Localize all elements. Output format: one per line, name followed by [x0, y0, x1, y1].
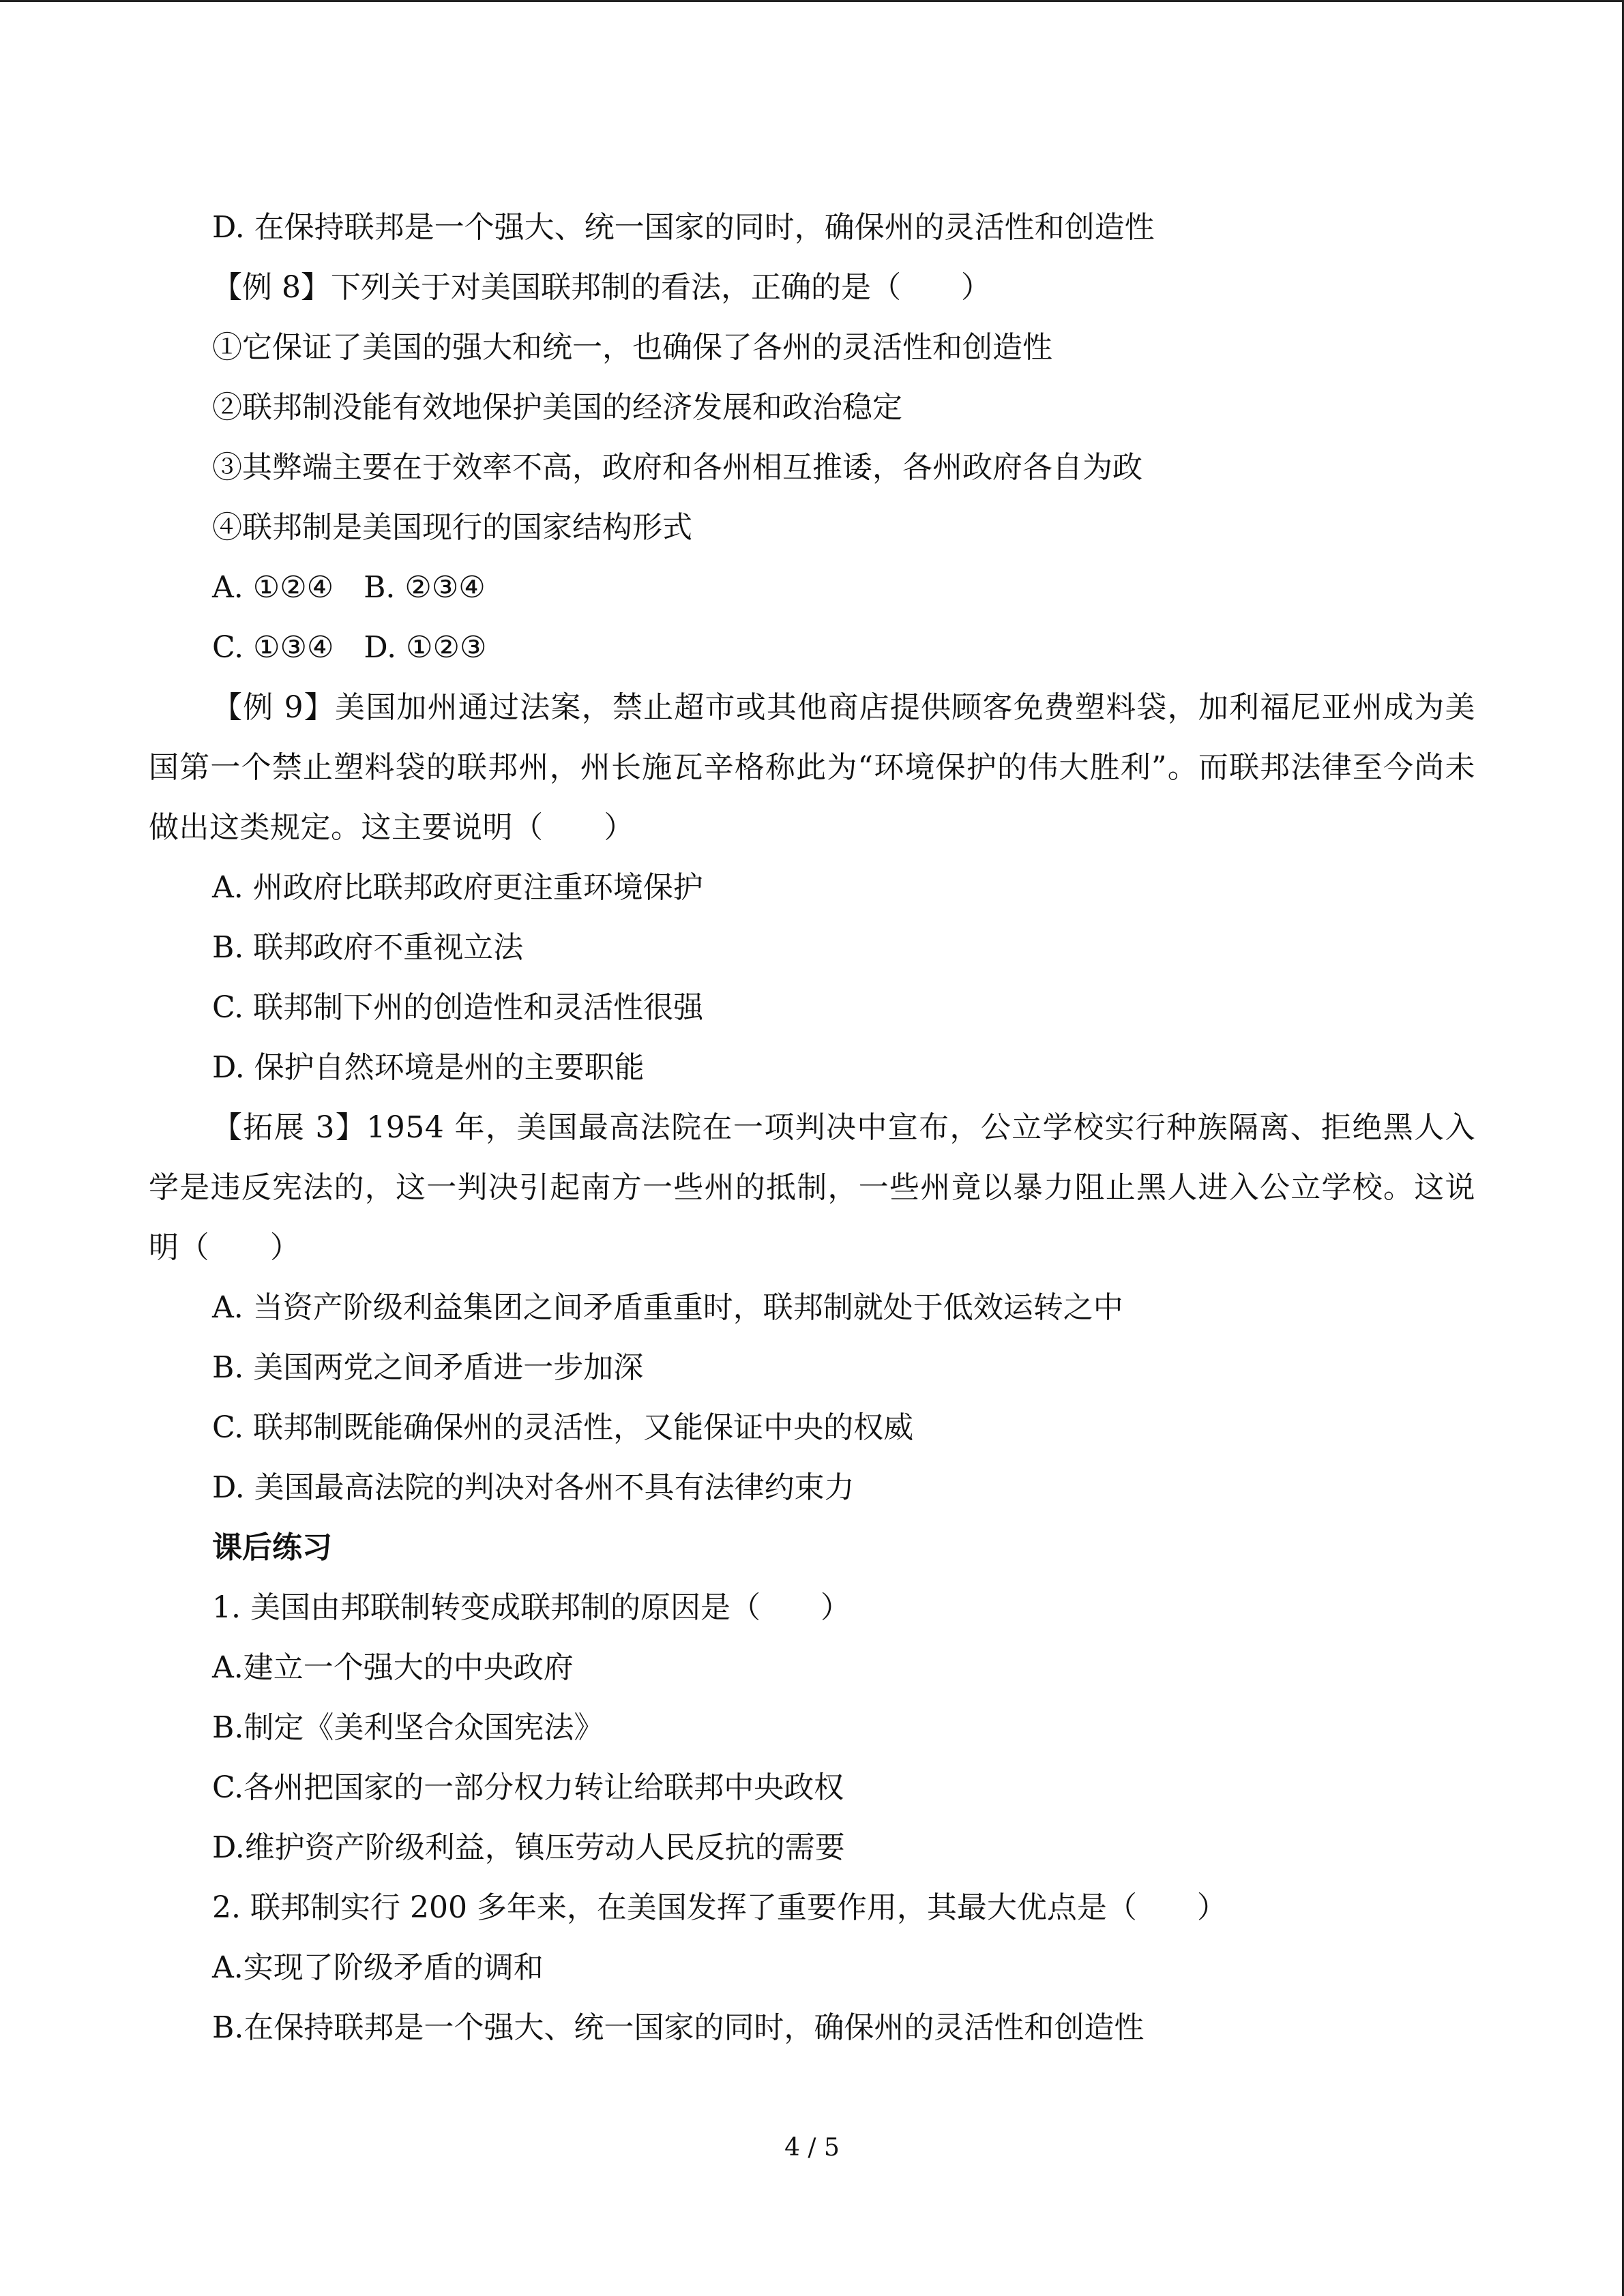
extension-3-question: 【拓展 3】1954 年，美国最高法院在一项判决中宣布，公立学校实行种族隔离、拒绝黑人入学是违反宪法的，这一判决引起南方一些州的抵制，一些州竟以暴力阻止黑人进入公立学校。这说明（ ） [149, 1110, 1475, 1265]
example-8-statement-3: ③其弊端主要在于效率不高，政府和各州相互推诿，各州政府各自为政 [212, 450, 1142, 485]
exercise-1-option-b: B.制定《美利坚合众国宪法》 [212, 1710, 604, 1745]
extension-3-option-a: A. 当资产阶级利益集团之间矛盾重重时，联邦制就处于低效运转之中 [212, 1290, 1123, 1325]
example-8-statement-1: ①它保证了美国的强大和统一，也确保了各州的灵活性和创造性 [212, 330, 1052, 365]
exercise-1-option-c: C.各州把国家的一部分权力转让给联邦中央政权 [212, 1770, 844, 1805]
example-9-option-c: C. 联邦制下州的创造性和灵活性很强 [212, 990, 704, 1025]
extension-3-option-d: D. 美国最高法院的判决对各州不具有法律约束力 [212, 1470, 855, 1505]
exercise-1-question: 1. 美国由邦联制转变成联邦制的原因是（ ） [212, 1590, 851, 1625]
example-8-statement-4: ④联邦制是美国现行的国家结构形式 [212, 510, 692, 545]
exercise-1-option-a: A.建立一个强大的中央政府 [212, 1650, 574, 1685]
example-9-option-a: A. 州政府比联邦政府更注重环境保护 [212, 870, 703, 905]
exercise-2-option-b: B.在保持联邦是一个强大、统一国家的同时，确保州的灵活性和创造性 [212, 2010, 1145, 2045]
example-9-option-b: B. 联邦政府不重视立法 [212, 930, 524, 965]
exercise-1-option-d: D.维护资产阶级利益，镇压劳动人民反抗的需要 [212, 1830, 845, 1865]
example-8-options-cd: C. ①③④ D. ①②③ [212, 630, 487, 665]
page-number: 4 / 5 [784, 2134, 840, 2162]
extension-3-option-b: B. 美国两党之间矛盾进一步加深 [212, 1350, 644, 1385]
example-9-question: 【例 9】美国加州通过法案，禁止超市或其他商店提供顾客免费塑料袋，加利福尼亚州成为美国第一个禁止塑料袋的联邦州，州长施瓦辛格称此为“环境保护的伟大胜利”。而联邦法律至今尚未做出这类规定。这主要说明（ ） [149, 690, 1475, 845]
exercise-2-option-a: A.实现了阶级矛盾的调和 [212, 1950, 544, 1985]
document-body [149, 198, 1475, 2058]
example-9-option-d: D. 保护自然环境是州的主要职能 [212, 1050, 645, 1085]
section-heading-exercises: 课后练习 [212, 1530, 332, 1565]
example-8-options-ab: A. ①②④ B. ②③④ [212, 570, 486, 605]
extension-3-option-c: C. 联邦制既能确保州的灵活性，又能保证中央的权威 [212, 1410, 914, 1445]
option-d-previous-question: D. 在保持联邦是一个强大、统一国家的同时，确保州的灵活性和创造性 [212, 210, 1155, 245]
example-8-statement-2: ②联邦制没能有效地保护美国的经济发展和政治稳定 [212, 390, 902, 425]
exercise-2-question: 2. 联邦制实行 200 多年来，在美国发挥了重要作用，其最大优点是（ ） [212, 1890, 1227, 1925]
example-8-question: 【例 8】下列关于对美国联邦制的看法，正确的是（ ） [212, 270, 991, 305]
